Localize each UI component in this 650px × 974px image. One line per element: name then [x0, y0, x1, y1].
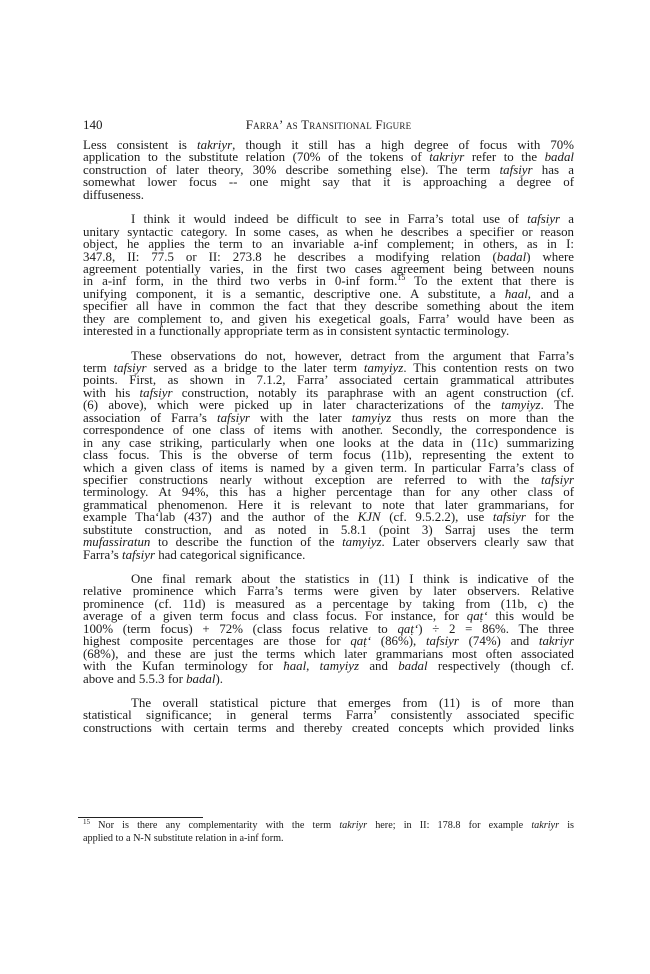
- text-run: in a-inf form, in the third two verbs in 0-inf form.: [83, 274, 398, 289]
- text-run: ).: [215, 671, 223, 686]
- text-run: ,: [306, 659, 320, 674]
- text-line: [83, 549, 574, 561]
- text-run: term: [83, 361, 114, 375]
- text-run: . The: [540, 398, 574, 413]
- paragraph: [83, 139, 574, 201]
- text-run: (74%) and: [458, 634, 539, 649]
- paragraph: [83, 350, 574, 561]
- text-run: These observations do not, however, detract from the argument that Farra’s: [131, 348, 574, 363]
- text-run: . This contention rests on two: [403, 361, 574, 375]
- text-run: I think it would indeed be difficult to see in Farra’s total use of: [131, 212, 528, 227]
- running-head: [83, 118, 574, 132]
- italic-term: ħaal: [283, 659, 307, 674]
- italic-term: takriyr: [531, 820, 560, 831]
- text-run: application to the substitute relation (70% of the tokens of: [83, 150, 430, 165]
- running-title: Farra’ as Transitional Figure: [245, 117, 412, 132]
- text-run: interested in a functionally appropriate term as in consistent syntactic terminology.: [83, 324, 510, 339]
- text-run: object, he applies the term to an invariable a-inf complement; in others, as in I:: [83, 237, 574, 252]
- italic-term: qaṭ‘: [397, 621, 419, 636]
- text-run: respectively (though cf.: [427, 659, 575, 674]
- text-run: agreement potentially varies, in the first two cases agreement being between nouns: [83, 261, 574, 276]
- page-number: 140: [83, 117, 103, 132]
- text-run: correspondence of one class of items with another. Secondly, the correspondence is: [83, 423, 574, 438]
- italic-term: takriyr: [339, 820, 368, 831]
- text-run: Less consistent is: [83, 138, 198, 152]
- text-run: , though it still has a high degree of focus with 70%: [232, 138, 574, 152]
- italic-term: tafsiyr: [527, 212, 561, 227]
- text-run: terminology. At 94%, this has a higher percentage than for any other class of: [83, 485, 574, 500]
- paragraph: [83, 213, 574, 337]
- text-run: diffuseness.: [83, 187, 144, 202]
- italic-term: tamyiyz: [363, 361, 404, 375]
- italic-term: takriyr: [429, 150, 465, 165]
- text-run: and: [359, 659, 399, 674]
- text-run: ) ÷ 2 = 86%. The three: [418, 621, 574, 636]
- text-run: 347.8, II: 77.5 or II: 273.8 he describes a modifying relation (: [83, 249, 497, 264]
- text-run: for the: [525, 510, 574, 525]
- body-text: [83, 139, 574, 734]
- italic-term: tafsiyr: [425, 634, 459, 649]
- text-run: Farra’s: [83, 547, 123, 562]
- text-run: The overall statistical picture that emerges from (11) is of more than: [131, 695, 574, 710]
- footnote-rule: [78, 817, 203, 818]
- italic-term: mufassiratun: [83, 535, 151, 550]
- italic-term: badal: [544, 150, 574, 165]
- text-run: points. First, as shown in 7.1.2, Farra’ associated certain grammatical attributes: [83, 373, 574, 388]
- text-run: specifier all have in common the fact that they describe something about the item: [83, 299, 574, 314]
- text-run: unifying component, it is a semantic, descriptive one. A substitute, a: [83, 286, 505, 301]
- footnote-ref: 15: [397, 273, 406, 283]
- text-run: in any case striking, particularly when one looks at the data in (11c) summarizing: [83, 435, 574, 450]
- text-run: example Tha‘lab (437) and the author of the: [83, 510, 358, 525]
- text-run: is: [559, 820, 574, 831]
- text-run: . Later observers clearly saw that: [381, 535, 574, 550]
- italic-term: qaṭ‘: [466, 609, 488, 624]
- italic-term: tafsiyr: [122, 547, 155, 562]
- text-run: construction of later theory, 30% describe something else). The term: [83, 162, 500, 177]
- italic-term: badal: [496, 249, 527, 264]
- italic-term: tamyiyz: [501, 398, 541, 413]
- italic-term: tamyiyz: [351, 410, 392, 425]
- text-line: [83, 189, 574, 201]
- text-run: with the later: [249, 410, 352, 425]
- text-run: constructions with certain terms and thereby created concepts which provided links: [83, 720, 574, 735]
- italic-term: badal: [186, 671, 216, 686]
- italic-term: qaṭ‘: [350, 634, 372, 649]
- text-run: prominence (cf. 11d) is measured as a percentage by taking from (11b, c) the: [83, 596, 574, 611]
- text-run: here; in II: 178.8 for example: [367, 820, 532, 831]
- text-line: [83, 833, 574, 846]
- italic-term: takriyr: [197, 138, 233, 152]
- text-run: Nor is there any complementarity with the term: [90, 820, 340, 831]
- text-run: unitary syntactic category. In some cases, as when he describes a specifier or reason: [83, 224, 574, 239]
- page: [83, 118, 574, 734]
- italic-term: tamyiyz: [342, 535, 382, 550]
- text-run: (cf. 9.5.2.2), use: [380, 510, 493, 525]
- text-run: highest composite percentages are those for: [83, 634, 351, 649]
- italic-term: takriyr: [538, 634, 574, 649]
- text-run: (68%), and these are just the terms which later grammarians most often associated: [83, 646, 574, 661]
- italic-term: tamyiyz: [319, 659, 360, 674]
- text-run: (6) above), which were picked up in later characterizations of the: [83, 398, 502, 413]
- text-run: has a: [532, 162, 574, 177]
- text-line: [83, 325, 574, 337]
- footnotes: [83, 820, 574, 845]
- text-run: refer to the: [464, 150, 545, 165]
- text-run: class focus. This is the obverse of term focus (11b), representing the extent to: [83, 448, 574, 463]
- text-line: [83, 673, 574, 685]
- text-run: statistical significance; in general terms Farra’ consistently associated specific: [83, 708, 574, 723]
- text-line: [83, 176, 574, 188]
- text-run: this would be: [487, 609, 575, 624]
- italic-term: badal: [398, 659, 428, 674]
- text-run: grammatical phenomenon. Here it is relevant to note that later grammarians, for: [83, 497, 574, 512]
- footnote-number: 15: [83, 818, 90, 826]
- text-run: construction, notably its paraphrase with an agent construction (cf.: [172, 385, 574, 400]
- italic-term: KJN: [357, 510, 381, 525]
- text-run: which a given class of items is named by a given term. In particular Farra’s class of: [83, 460, 574, 475]
- italic-term: tafsiyr: [217, 410, 250, 425]
- text-run: substitute construction, and as noted in 5.8.1 (point 3) Sarraj uses the term: [83, 522, 574, 537]
- text-run: ) where: [526, 249, 574, 264]
- text-run: with his: [83, 385, 140, 400]
- italic-term: tafsiyr: [499, 162, 533, 177]
- text-run: served as a bridge to the later term: [146, 361, 364, 375]
- text-run: had categorical significance.: [154, 547, 306, 562]
- text-run: (86%),: [371, 634, 426, 649]
- text-run: they are complement to, and given his exegetical goals, Farra’ would have been as: [83, 311, 574, 326]
- text-run: a: [560, 212, 574, 227]
- text-run: with the Kufan terminology for: [83, 659, 284, 674]
- text-line: [83, 722, 574, 734]
- italic-term: ħaal: [504, 286, 528, 301]
- footnote: [83, 820, 574, 845]
- text-run: 100% (term focus) + 72% (class focus relative to: [83, 621, 398, 636]
- text-run: association of Farra’s: [83, 410, 217, 425]
- italic-term: tafsiyr: [492, 510, 526, 525]
- text-run: average of a given term focus and class focus. For instance, for: [83, 609, 467, 624]
- text-run: relative prominence which Farra’s terms were given by later observers. Relative: [83, 584, 574, 599]
- text-line: [83, 820, 574, 833]
- text-run: applied to a N-N substitute relation in a-inf form.: [83, 832, 284, 844]
- text-run: To the extent that there is: [405, 274, 574, 289]
- text-run: One final remark about the statistics in (11) I think is indicative of the: [131, 572, 574, 586]
- paragraph: [83, 573, 574, 685]
- italic-term: tafsiyr: [139, 385, 173, 400]
- text-run: , and a: [527, 286, 574, 301]
- paragraph: [83, 697, 574, 734]
- italic-term: tafsiyr: [541, 472, 574, 487]
- italic-term: tafsiyr: [113, 361, 147, 375]
- text-run: specifier constructions nearly without exception are referred to with the: [83, 472, 542, 487]
- text-run: above and 5.5.3 for: [83, 671, 187, 686]
- text-run: somewhat lower focus -- one might say that it is approaching a degree of: [83, 175, 574, 190]
- text-run: to describe the function of the: [150, 535, 343, 550]
- text-run: thus rests on more than the: [391, 410, 574, 425]
